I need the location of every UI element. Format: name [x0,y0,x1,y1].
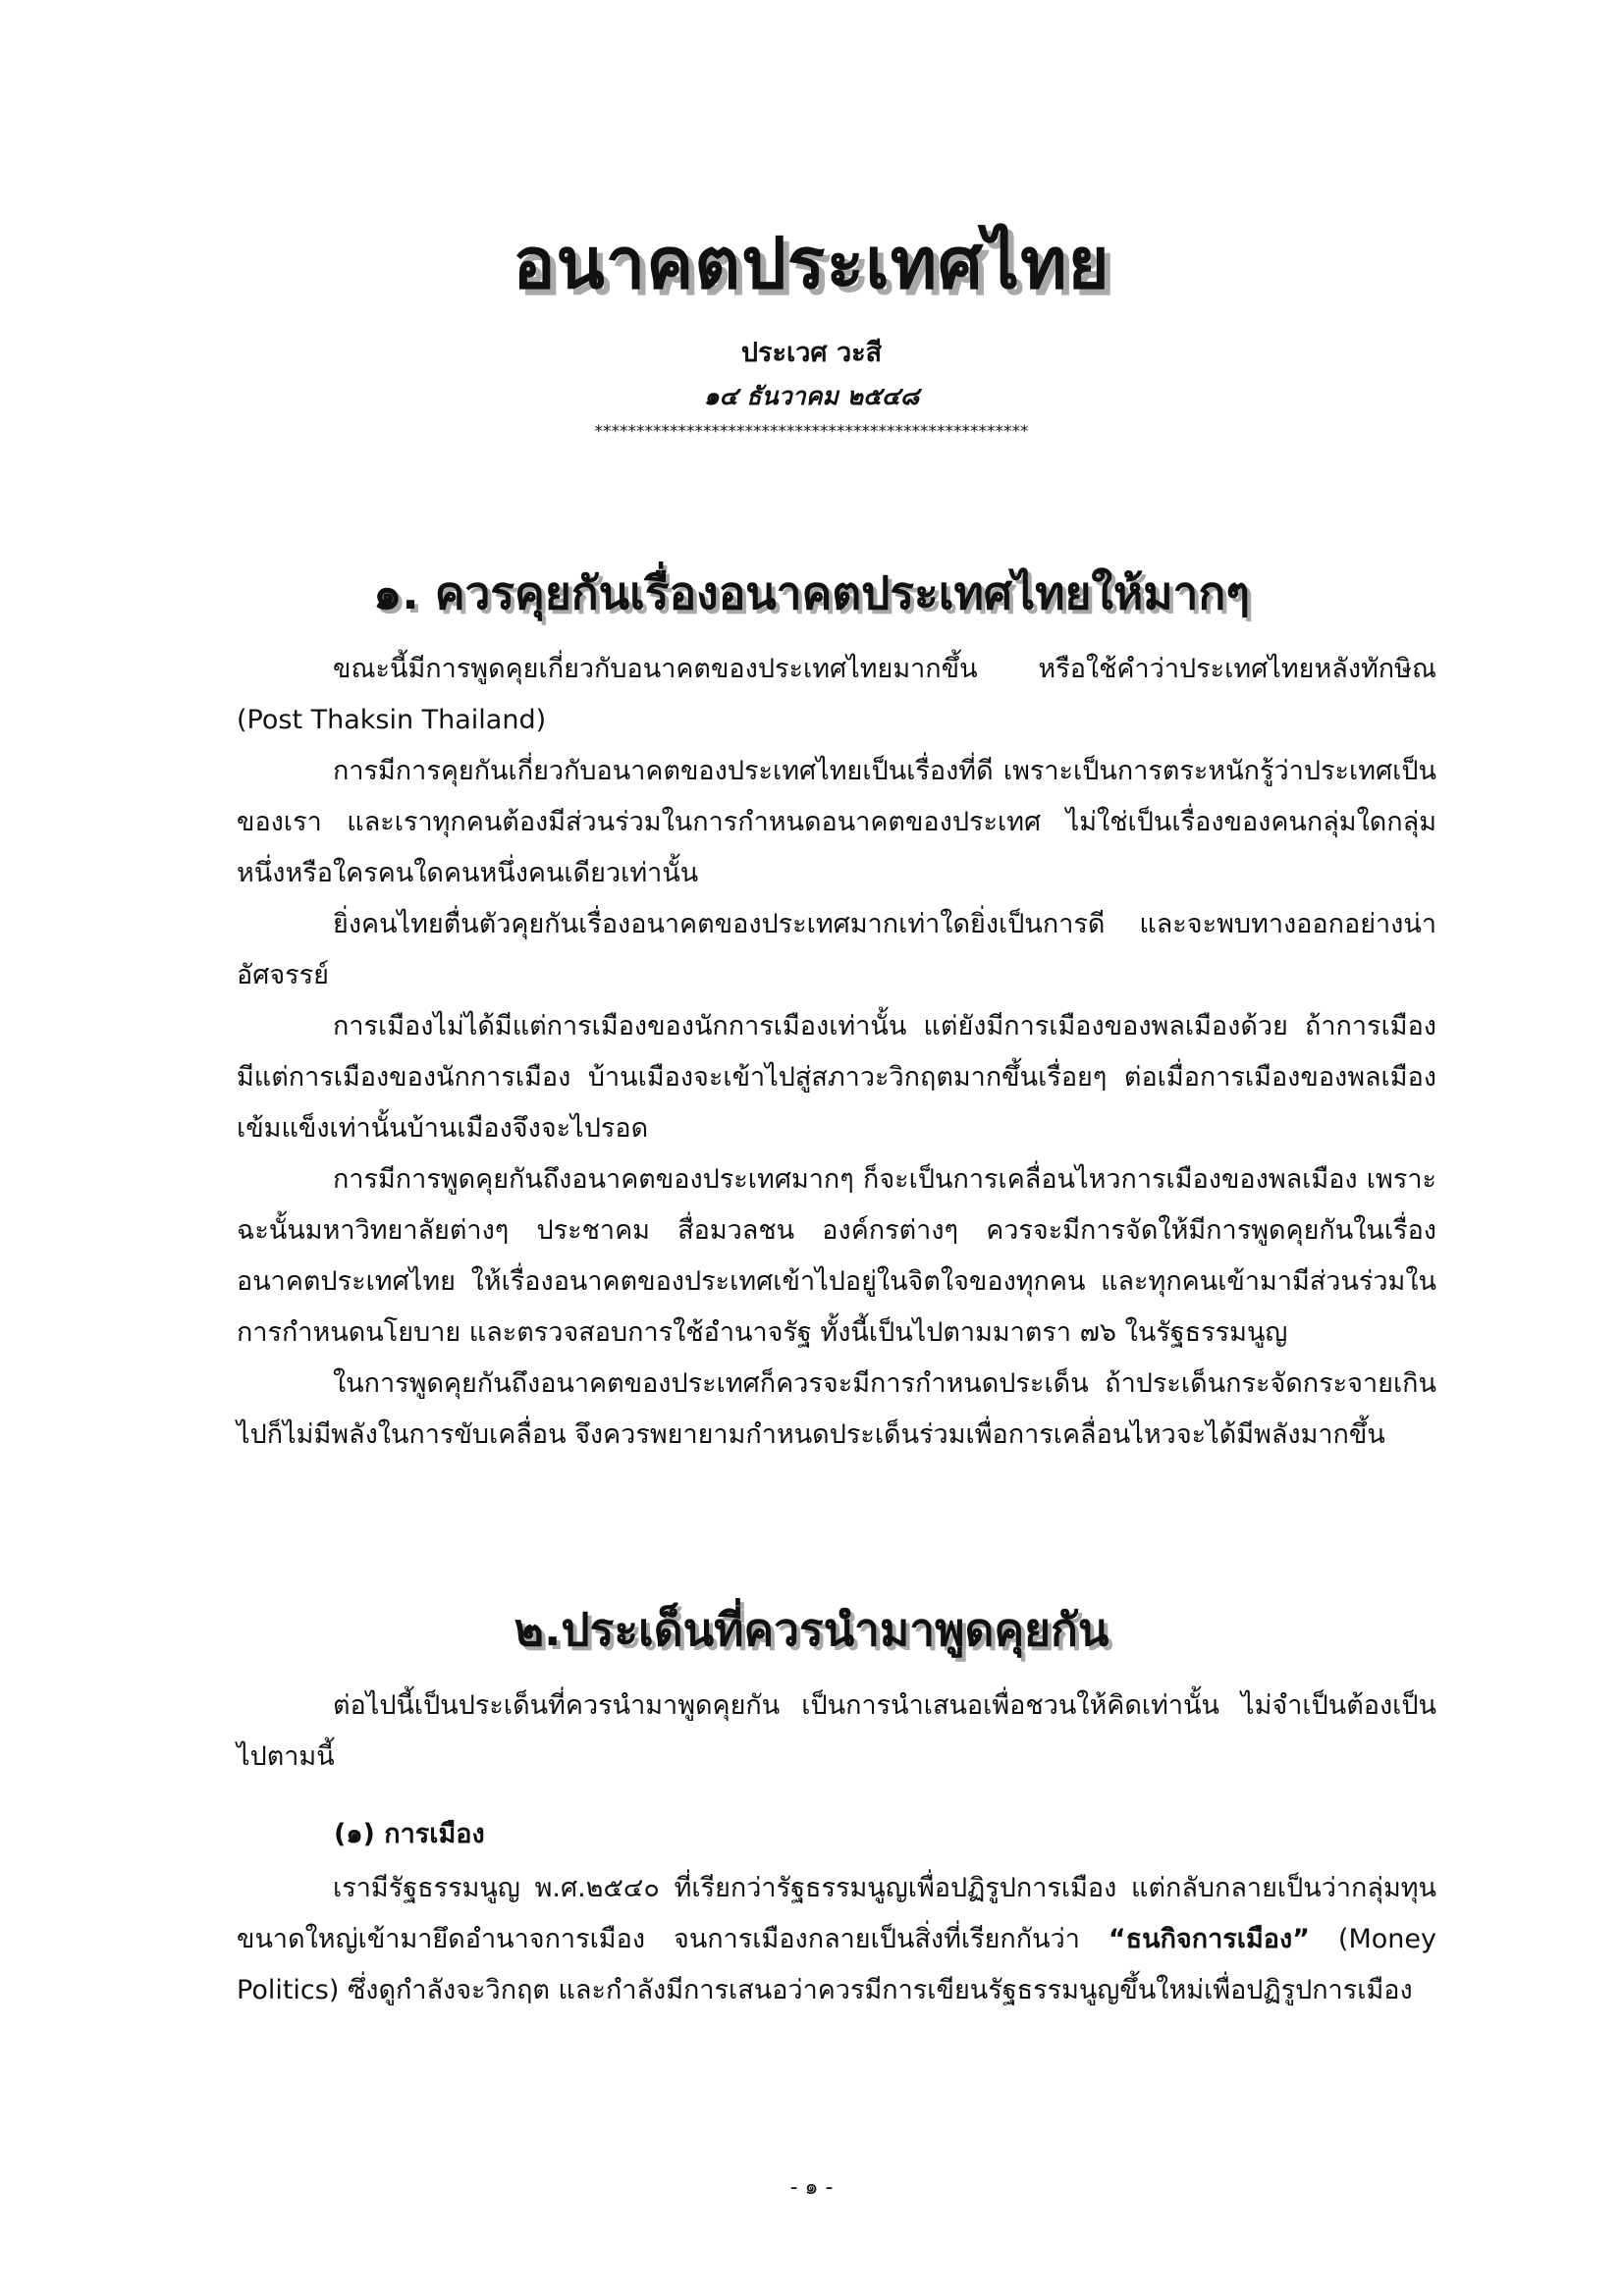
section-2-intro [237,1681,1436,1783]
paragraph: การมีการพูดคุยกันถึงอนาคตของประเทศมากๆ ก็จะเป็นการเคลื่อนไหวการเมืองของพลเมือง เพราะฉะนั้นมหาวิทยาลัยต่างๆ ประชาคม สื่อมวลชน องค์กรต่างๆ ควรจะมีการจัดให้มีการพูดคุยกันในเรื่องอนาคตประเทศไทย ให้เรื่องอนาคตของประเทศเข้าไปอยู่ในจิตใจของทุกคน และทุกคนเข้ามามีส่วนร่วมในการกำหนดนโยบาย และตรวจสอบการใช้อำนาจรัฐ ทั้งนี้เป็นไปตามมาตรา ๗๖ ในรัฐธรรมนูญ [237,1164,1436,1348]
paragraph: ต่อไปนี้เป็นประเด็นที่ควรนำมาพูดคุยกัน เป็นการนำเสนอเพื่อชวนให้คิดเท่านั้น ไม่จำเป็นต้องเป็นไปตามนี้ [237,1690,1436,1772]
section-2-heading: ๒.ประเด็นที่ควรนำมาพูดคุยกัน [514,1603,1109,1656]
paragraph-text-end: (Money Politics) ซึ่งดูกำลังจะวิกฤต และกำลังมีการเสนอว่าควรมีการเขียนรัฐธรรมนูญขึ้นใหม่เพื่อปฏิรูปการเมือง [237,1924,1436,2005]
subsection-body [237,1863,1436,2016]
paragraph: ยิ่งคนไทยตื่นตัวคุยกันเรื่องอนาคตของประเทศมากเท่าใดยิ่งเป็นการดี และจะพบทางออกอย่างน่าอัศจรรย์ [237,909,1436,990]
section-1-heading: ๑. ควรคุยกันเรื่องอนาคตประเทศไทยให้มากๆ [373,566,1250,619]
paragraph [237,1863,1436,2016]
document-title: อนาคตประเทศไทย [513,222,1110,304]
emphasized-term: “ธนกิจการเมือง” [1108,1924,1310,1954]
section-1-body [237,644,1436,1461]
page-number: - ๑ - [789,2175,834,2200]
paragraph-text-start: เรามีรัฐธรรมนูญ พ.ศ.๒๕๔๐ ที่เรียกว่ารัฐธรรมนูญเพื่อปฏิรูปการเมือง แต่กลับกลายเป็นว่ากลุ่มทุนขนาดใหญ่เข้ามายึดอำนาจการเมือง จนการเมืองกลายเป็นสิ่งที่เรียกกันว่า [237,1873,1436,1954]
paragraph: การมีการคุยกันเกี่ยวกับอนาคตของประเทศไทยเป็นเรื่องที่ดี เพราะเป็นการตระหนักรู้ว่าประเทศเป็นของเรา และเราทุกคนต้องมีส่วนร่วมในการกำหนดอนาคตของประเทศ ไม่ใช่เป็นเรื่องของคนกลุ่มใดกลุ่มหนึ่งหรือใครคนใดคนหนึ่งคนเดียวเท่านั้น [237,756,1436,888]
author-name: ประเวศ วะสี [740,338,883,368]
paragraph: การเมืองไม่ได้มีแต่การเมืองของนักการเมืองเท่านั้น แต่ยังมีการเมืองของพลเมืองด้วย ถ้าการเมืองมีแต่การเมืองของนักการเมือง บ้านเมืองจะเข้าไปสู่สภาวะวิกฤตมากขึ้นเรื่อยๆ ต่อเมื่อการเมืองของพลเมืองเข้มแข็งเท่านั้นบ้านเมืองจึงจะไปรอด [237,1011,1436,1144]
document-date: ๑๔ ธันวาคม ๒๕๔๘ [703,382,920,410]
separator-line: **************************************************** [594,422,1029,442]
subsection-heading: (๑) การเมือง [334,1819,485,1849]
paragraph: ขณะนี้มีการพูดคุยเกี่ยวกับอนาคตของประเทศไทยมากขึ้น หรือใช้คำว่าประเทศไทยหลังทักษิณ (Post Thaksin Thailand) [237,654,1436,735]
paragraph: ในการพูดคุยกันถึงอนาคตของประเทศก็ควรจะมีการกำหนดประเด็น ถ้าประเด็นกระจัดกระจายเกินไปก็ไม่มีพลังในการขับเคลื่อน จึงควรพยายามกำหนดประเด็นร่วมเพื่อการเคลื่อนไหวจะได้มีพลังมากขึ้น [237,1368,1436,1450]
